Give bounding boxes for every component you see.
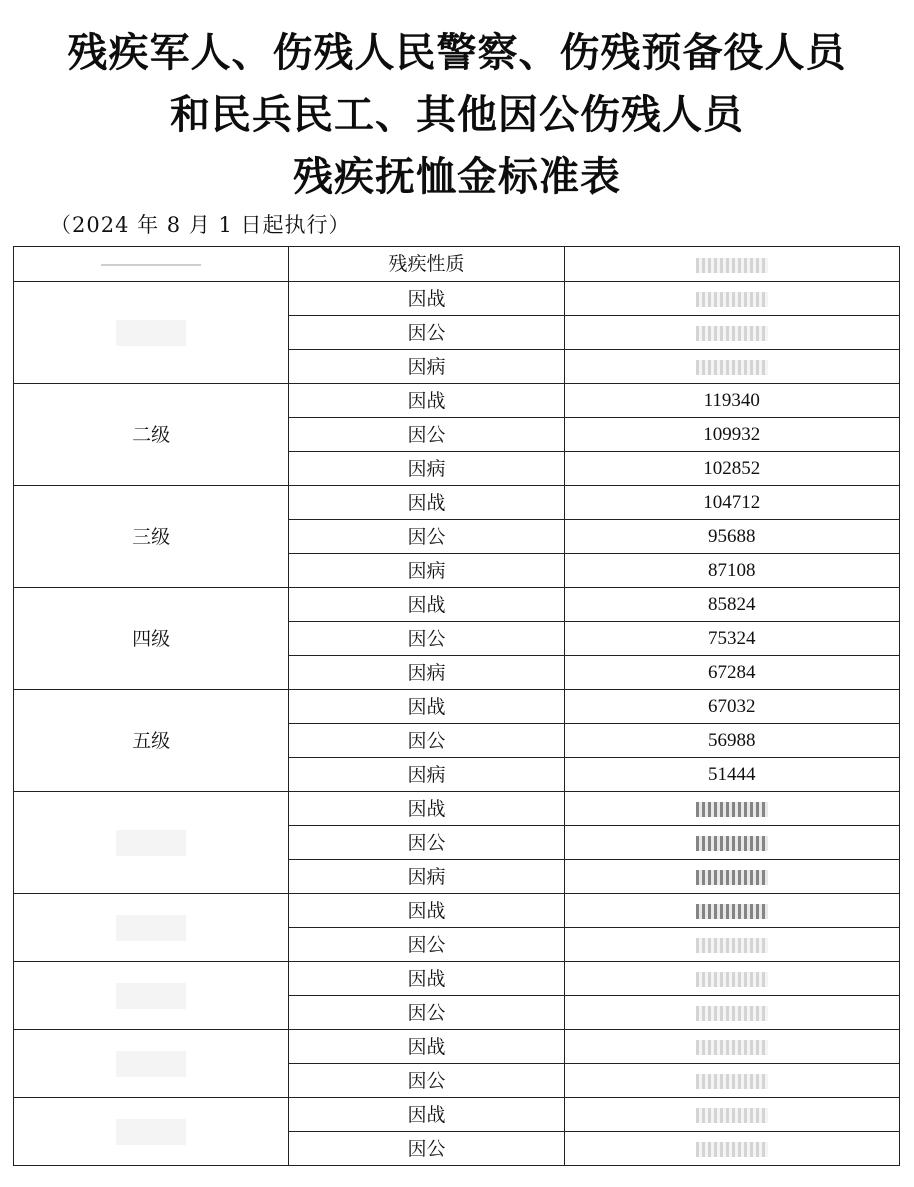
effective-date: （2024 年 8 月 1 日起执行） (50, 213, 351, 237)
redacted-amount (696, 870, 768, 885)
level-cell: 三级 (14, 486, 289, 588)
redacted-amount (696, 292, 768, 307)
nature-cell: 因病 (289, 758, 564, 792)
redacted-amount (696, 972, 768, 987)
nature-cell: 因公 (289, 622, 564, 656)
redacted-level (116, 983, 186, 1009)
table-header-row (14, 247, 900, 282)
nature-cell: 因病 (289, 452, 564, 486)
amount-cell (564, 860, 899, 894)
title-line-3: 残疾抚恤金标准表 (293, 154, 621, 200)
redacted-level (116, 320, 186, 346)
nature-cell: 因战 (289, 384, 564, 418)
redacted-level (116, 915, 186, 941)
header-level-cell (14, 247, 289, 282)
nature-cell: 因战 (289, 282, 564, 316)
redacted-amount (696, 1040, 768, 1055)
table-row (14, 690, 900, 724)
table-row (14, 282, 900, 316)
nature-cell: 因病 (289, 656, 564, 690)
table-row (14, 588, 900, 622)
amount-cell: 95688 (564, 520, 899, 554)
nature-cell: 因病 (289, 350, 564, 384)
redacted-level (116, 1119, 186, 1145)
table-row (14, 384, 900, 418)
header-nature-cell: 残疾性质 (289, 247, 564, 282)
level-cell (14, 894, 289, 962)
title-line-2: 和民兵民工、其他因公伤残人员 (170, 92, 744, 138)
redacted-amount (696, 360, 768, 375)
amount-cell: 87108 (564, 554, 899, 588)
nature-cell: 因战 (289, 588, 564, 622)
amount-cell (564, 792, 899, 826)
table-row (14, 792, 900, 826)
table-row (14, 1030, 900, 1064)
redacted-level (116, 830, 186, 856)
nature-cell: 因公 (289, 928, 564, 962)
redacted-level (116, 1051, 186, 1077)
nature-cell: 因战 (289, 486, 564, 520)
nature-cell: 因公 (289, 316, 564, 350)
table-row (14, 486, 900, 520)
nature-cell: 因公 (289, 724, 564, 758)
amount-cell (564, 1030, 899, 1064)
level-cell (14, 792, 289, 894)
amount-cell: 109932 (564, 418, 899, 452)
nature-cell: 因公 (289, 1132, 564, 1166)
nature-cell: 因公 (289, 996, 564, 1030)
pension-standard-table (13, 246, 900, 1166)
amount-cell (564, 962, 899, 996)
level-cell: 四级 (14, 588, 289, 690)
document-title (0, 22, 914, 208)
level-cell (14, 962, 289, 1030)
amount-cell: 104712 (564, 486, 899, 520)
nature-cell: 因战 (289, 690, 564, 724)
table-row (14, 962, 900, 996)
amount-cell: 102852 (564, 452, 899, 486)
nature-cell: 因公 (289, 1064, 564, 1098)
nature-cell: 因战 (289, 894, 564, 928)
amount-cell: 67284 (564, 656, 899, 690)
amount-cell (564, 996, 899, 1030)
amount-cell: 56988 (564, 724, 899, 758)
header-amount-cell (564, 247, 899, 282)
redacted-amount (696, 1142, 768, 1157)
amount-cell (564, 1064, 899, 1098)
level-cell (14, 1098, 289, 1166)
nature-cell: 因战 (289, 1030, 564, 1064)
nature-cell: 因战 (289, 962, 564, 996)
nature-cell: 因病 (289, 860, 564, 894)
amount-cell (564, 316, 899, 350)
redacted-header (101, 264, 201, 266)
redacted-amount (696, 836, 768, 851)
redacted-amount (696, 904, 768, 919)
amount-cell (564, 826, 899, 860)
amount-cell: 75324 (564, 622, 899, 656)
amount-cell (564, 894, 899, 928)
redacted-amount (696, 1074, 768, 1089)
nature-cell: 因战 (289, 1098, 564, 1132)
level-cell (14, 282, 289, 384)
amount-cell (564, 282, 899, 316)
redacted-amount (696, 1108, 768, 1123)
amount-cell: 119340 (564, 384, 899, 418)
redacted-amount (696, 326, 768, 341)
amount-cell: 85824 (564, 588, 899, 622)
redacted-amount (696, 938, 768, 953)
table-row (14, 1098, 900, 1132)
level-cell: 二级 (14, 384, 289, 486)
redacted-header (696, 258, 768, 273)
amount-cell (564, 350, 899, 384)
nature-cell: 因战 (289, 792, 564, 826)
level-cell: 五级 (14, 690, 289, 792)
amount-cell (564, 1098, 899, 1132)
amount-cell (564, 928, 899, 962)
redacted-amount (696, 802, 768, 817)
amount-cell: 67032 (564, 690, 899, 724)
nature-cell: 因公 (289, 520, 564, 554)
amount-cell: 51444 (564, 758, 899, 792)
level-cell (14, 1030, 289, 1098)
redacted-amount (696, 1006, 768, 1021)
amount-cell (564, 1132, 899, 1166)
nature-cell: 因病 (289, 554, 564, 588)
title-line-1: 残疾军人、伤残人民警察、伤残预备役人员 (67, 30, 847, 76)
nature-cell: 因公 (289, 418, 564, 452)
nature-cell: 因公 (289, 826, 564, 860)
table-row (14, 894, 900, 928)
